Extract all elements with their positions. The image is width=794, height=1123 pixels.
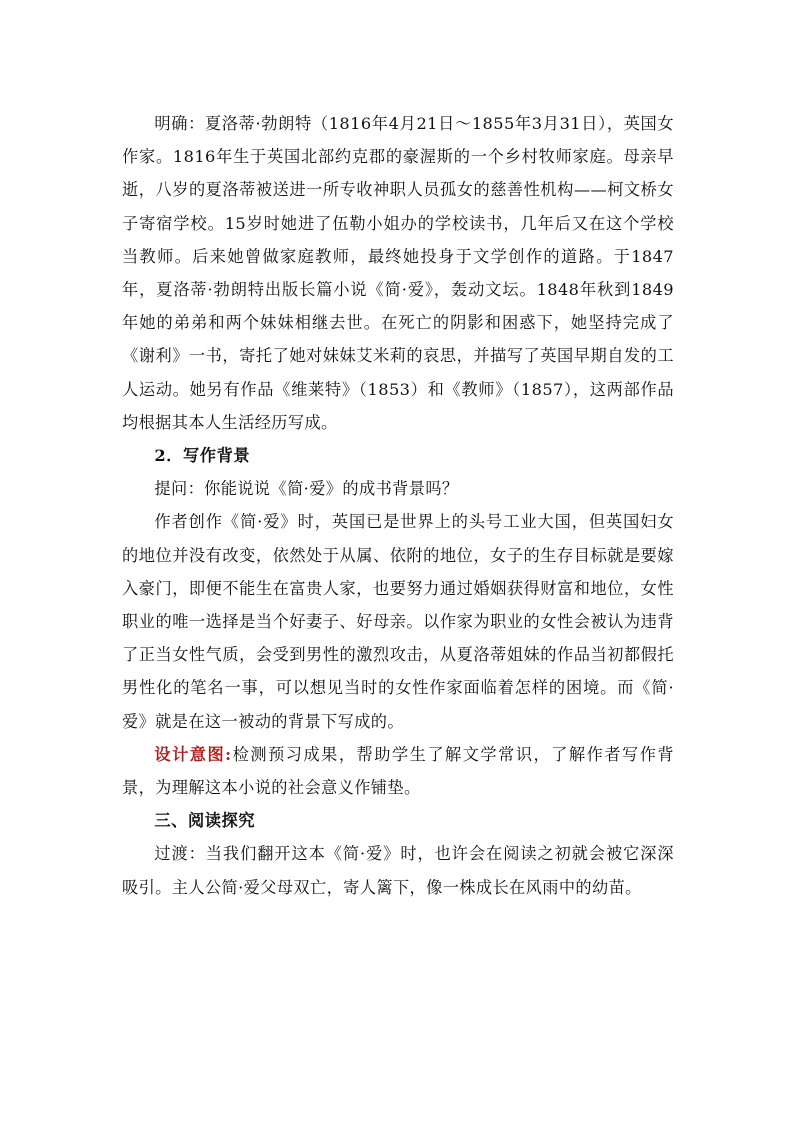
background-paragraph: 作者创作《简·爱》时，英国已是世界上的头号工业大国，但英国妇女的地位并没有改变，依然处于从属、依附的地位，女子的生存目标就是要嫁入豪门，即便不能生在富贵人家，也要努力通过婚姻获得财富和地位，女性职业的唯一选择是当个好妻子、好母亲。以作家为职业的女性会被认为违背了正当女性气质，会受到男性的激烈攻击，从夏洛蒂姐妹的作品当初都假托男性化的笔名一事，可以想见当时的女性作家面临着怎样的困境。而《简·爱》就是在这一被动的背景下写成的。: [122, 512, 674, 731]
design-intent-paragraph: [122, 738, 674, 804]
author-intro-paragraph: 明确：夏洛蒂·勃朗特（1816年4月21日～1855年3月31日），英国女作家。1816年生于英国北部约克郡的豪渥斯的一个乡村牧师家庭。母亲早逝，八岁的夏洛蒂被送进一所专收神职人员孤女的慈善性机构——柯文桥女子寄宿学校。15岁时她进了伍勒小姐办的学校读书，几年后又在这个学校当教师。后来她曾做家庭教师，最终她投身于文学创作的道路。于1847年，夏洛蒂·勃朗特出版长篇小说《简·爱》，轰动文坛。1848年秋到1849年她的弟弟和两个妹妹相继去世。在死亡的阴影和困惑下，她坚持完成了《谢利》一书，寄托了她对妹妹艾米莉的哀思，并描写了英国早期自发的工人运动。她另有作品《维莱特》（1853）和《教师》（1857），这两部作品均根据其本人生活经历写成。: [122, 114, 674, 432]
document-body: [122, 107, 674, 904]
design-intent-text: 检测预习成果，帮助学生了解文学常识，了解作者写作背景，为理解这本小说的社会意义作铺垫。: [122, 744, 674, 798]
section-heading-writing-background: 2．写作背景: [154, 446, 251, 466]
question-paragraph: 提问：你能说说《简·爱》的成书背景吗？: [154, 479, 459, 499]
section-heading-reading-inquiry: 三、阅读探究: [154, 811, 256, 831]
design-intent-label: 设计意图:: [154, 744, 232, 764]
transition-paragraph: 过渡：当我们翻开这本《简·爱》时，也许会在阅读之初就会被它深深吸引。主人公简·爱父母双亡，寄人篱下，像一株成长在风雨中的幼苗。: [122, 844, 674, 897]
